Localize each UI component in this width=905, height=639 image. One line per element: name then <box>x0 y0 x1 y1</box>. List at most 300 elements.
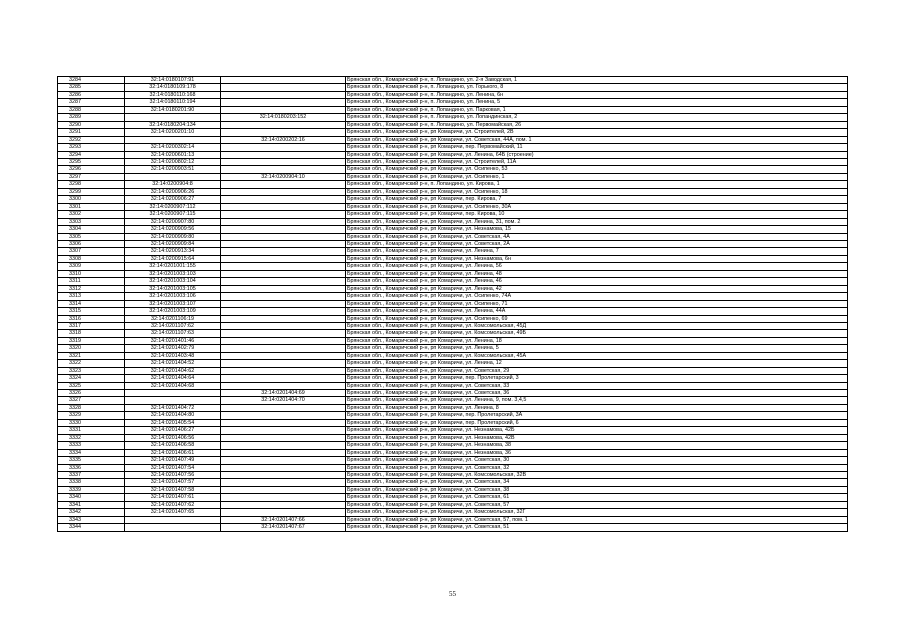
row-number-cell: 3330 <box>58 419 125 426</box>
cadastral-number-alt-cell <box>221 263 346 270</box>
row-number-cell: 3332 <box>58 434 125 441</box>
table-row <box>58 226 848 233</box>
address-cell: Брянская обл., Комаричский р-н, рп Комаричи, ул. Советская, 36 <box>346 390 848 397</box>
table-row <box>58 121 848 128</box>
cadastral-number-alt-cell <box>221 419 346 426</box>
cadastral-number-cell: 32:14:0200915:64 <box>125 255 221 262</box>
cadastral-number-alt-cell <box>221 248 346 255</box>
cadastral-number-cell: 32:14:0200802:12 <box>125 158 221 165</box>
row-number-cell: 3295 <box>58 158 125 165</box>
row-number-cell: 3323 <box>58 367 125 374</box>
address-cell: Брянская обл., Комаричский р-н, п. Лопандино, ул. Первомайская, 26 <box>346 121 848 128</box>
cadastral-number-cell: 32:14:0200907:80 <box>125 218 221 225</box>
address-cell: Брянская обл., Комаричский р-н, рп Комаричи, ул. Комсомольская, 45А <box>346 352 848 359</box>
cadastral-number-alt-cell <box>221 434 346 441</box>
table-row <box>58 136 848 143</box>
table-row <box>58 248 848 255</box>
cadastral-number-alt-cell: 32:14:0180203:152 <box>221 114 346 121</box>
row-number-cell: 3326 <box>58 390 125 397</box>
cadastral-number-alt-cell <box>221 479 346 486</box>
table-row <box>58 308 848 315</box>
cadastral-number-alt-cell <box>221 255 346 262</box>
address-cell: Брянская обл., Комаричский р-н, рп Комаричи, ул. Строителей, 11А <box>346 158 848 165</box>
cadastral-number-alt-cell <box>221 472 346 479</box>
cadastral-number-alt-cell <box>221 300 346 307</box>
cadastral-number-cell: 32:14:0201401:46 <box>125 337 221 344</box>
cadastral-number-alt-cell <box>221 449 346 456</box>
table-row <box>58 129 848 136</box>
row-number-cell: 3298 <box>58 181 125 188</box>
address-cell: Брянская обл., Комаричский р-н, рп Комаричи, ул. Комсомольская, 49Б <box>346 330 848 337</box>
row-number-cell: 3314 <box>58 300 125 307</box>
cadastral-number-cell: 32:14:0180109:178 <box>125 84 221 91</box>
cadastral-number-cell: 32:14:0200909:80 <box>125 233 221 240</box>
cadastral-number-cell: 32:14:0200201:10 <box>125 129 221 136</box>
cadastral-number-alt-cell: 32:14:0201404:69 <box>221 390 346 397</box>
table-row <box>58 293 848 300</box>
address-cell: Брянская обл., Комаричский р-н, рп Комаричи, ул. Ленина, 48 <box>346 270 848 277</box>
row-number-cell: 3328 <box>58 404 125 411</box>
address-cell: Брянская обл., Комаричский р-н, рп Комаричи, ул. Советская, 4А <box>346 233 848 240</box>
cadastral-number-cell <box>125 524 221 531</box>
address-cell: Брянская обл., Комаричский р-н, рп Комаричи, пер. Кирова, 10 <box>346 211 848 218</box>
row-number-cell: 3306 <box>58 240 125 247</box>
address-cell: Брянская обл., Комаричский р-н, рп Комаричи, ул. Ленина, 56 <box>346 263 848 270</box>
row-number-cell: 3315 <box>58 308 125 315</box>
table-row <box>58 337 848 344</box>
address-cell: Брянская обл., Комаричский р-н, рп Комаричи, ул. Осипенко, 74А <box>346 293 848 300</box>
cadastral-number-alt-cell <box>221 322 346 329</box>
address-cell: Брянская обл., Комаричский р-н, рп Комаричи, ул. Советская, 29 <box>346 367 848 374</box>
address-cell: Брянская обл., Комаричский р-н, рп Комаричи, ул. Ленина, 8 <box>346 404 848 411</box>
address-cell: Брянская обл., Комаричский р-н, рп Комаричи, ул. Незнамова, 42Б <box>346 427 848 434</box>
cadastral-number-cell: 32:14:0201404:64 <box>125 375 221 382</box>
address-cell: Брянская обл., Комаричский р-н, рп Комаричи, ул. Ленина, 12 <box>346 360 848 367</box>
cadastral-number-cell: 32:14:0200601:13 <box>125 151 221 158</box>
cadastral-number-alt-cell <box>221 427 346 434</box>
cadastral-number-alt-cell <box>221 382 346 389</box>
row-number-cell: 3324 <box>58 375 125 382</box>
table-row <box>58 382 848 389</box>
table-row <box>58 434 848 441</box>
cadastral-number-cell: 32:14:0201404:52 <box>125 360 221 367</box>
cadastral-number-cell <box>125 136 221 143</box>
row-number-cell: 3307 <box>58 248 125 255</box>
row-number-cell: 3325 <box>58 382 125 389</box>
cadastral-number-cell: 32:14:0201407:65 <box>125 509 221 516</box>
address-cell: Брянская обл., Комаричский р-н, рп Комаричи, ул. Ленина, 64Б (строение) <box>346 151 848 158</box>
address-cell: Брянская обл., Комаричский р-н, рп Комаричи, ул. Комсомольская, 32Г <box>346 509 848 516</box>
table-row <box>58 427 848 434</box>
address-cell: Брянская обл., Комаричский р-н, рп Комаричи, ул. Советская, 2А <box>346 240 848 247</box>
cadastral-number-alt-cell <box>221 442 346 449</box>
table-row <box>58 330 848 337</box>
address-cell: Брянская обл., Комаричский р-н, рп Комаричи, ул. Осипенко, 30А <box>346 203 848 210</box>
cadastral-number-cell: 32:14:0201407:57 <box>125 479 221 486</box>
table-row <box>58 501 848 508</box>
address-cell: Брянская обл., Комаричский р-н, рп Комаричи, ул. Ленина, 42 <box>346 285 848 292</box>
address-cell: Брянская обл., Комаричский р-н, рп Комаричи, ул. Советская, 38 <box>346 486 848 493</box>
cadastral-number-alt-cell <box>221 151 346 158</box>
table-row <box>58 218 848 225</box>
table-row <box>58 375 848 382</box>
address-cell: Брянская обл., Комаричский р-н, рп Комаричи, ул. Осипенко, 18 <box>346 188 848 195</box>
address-cell: Брянская обл., Комаричский р-н, рп Комаричи, ул. Незнамова, 15 <box>346 226 848 233</box>
address-cell: Брянская обл., Комаричский р-н, рп Комаричи, ул. Незнамова, 36 <box>346 449 848 456</box>
cadastral-number-alt-cell: 32:14:0200904:10 <box>221 173 346 180</box>
table-row <box>58 412 848 419</box>
address-cell: Брянская обл., Комаричский р-н, рп Комаричи, пер. Пролетарский, 3А <box>346 412 848 419</box>
row-number-cell: 3284 <box>58 77 125 84</box>
address-cell: Брянская обл., Комаричский р-н, рп Комаричи, ул. Советская, 33 <box>346 382 848 389</box>
cadastral-number-alt-cell: 32:14:0200202:16 <box>221 136 346 143</box>
cadastral-number-cell: 32:14:0200302:14 <box>125 144 221 151</box>
cadastral-number-alt-cell <box>221 218 346 225</box>
cadastral-number-alt-cell: 32:14:0201404:70 <box>221 397 346 404</box>
cadastral-number-cell: 32:14:0180110:168 <box>125 91 221 98</box>
table-row <box>58 84 848 91</box>
row-number-cell: 3293 <box>58 144 125 151</box>
cadastral-number-alt-cell <box>221 211 346 218</box>
row-number-cell: 3292 <box>58 136 125 143</box>
cadastral-number-cell: 32:14:0180201:90 <box>125 106 221 113</box>
row-number-cell: 3334 <box>58 449 125 456</box>
row-number-cell: 3313 <box>58 293 125 300</box>
cadastral-number-cell: 32:14:0201406:58 <box>125 442 221 449</box>
address-cell: Брянская обл., Комаричский р-н, рп Комаричи, ул. Комсомольская, 45Д <box>346 322 848 329</box>
address-cell: Брянская обл., Комаричский р-н, рп Комаричи, ул. Советская, 34 <box>346 479 848 486</box>
table-row <box>58 345 848 352</box>
row-number-cell: 3286 <box>58 91 125 98</box>
cadastral-number-cell: 32:14:0201405:54 <box>125 419 221 426</box>
address-cell: Брянская обл., Комаричский р-н, рп Комаричи, ул. Советская, 51 <box>346 524 848 531</box>
cadastral-number-alt-cell <box>221 121 346 128</box>
row-number-cell: 3339 <box>58 486 125 493</box>
cadastral-number-cell: 32:14:0200906:26 <box>125 188 221 195</box>
row-number-cell: 3308 <box>58 255 125 262</box>
cadastral-number-alt-cell <box>221 345 346 352</box>
address-cell: Брянская обл., Комаричский р-н, рп Комаричи, пер. Первомайский, 11 <box>346 144 848 151</box>
address-cell: Брянская обл., Комаричский р-н, рп Комаричи, ул. Советская, 30 <box>346 457 848 464</box>
row-number-cell: 3294 <box>58 151 125 158</box>
cadastral-number-alt-cell <box>221 412 346 419</box>
row-number-cell: 3316 <box>58 315 125 322</box>
cadastral-number-cell: 32:14:0201003:105 <box>125 285 221 292</box>
table-row <box>58 285 848 292</box>
property-table <box>57 76 848 532</box>
table-row <box>58 479 848 486</box>
address-cell: Брянская обл., Комаричский р-н, рп Комаричи, ул. Советская, 61 <box>346 494 848 501</box>
address-cell: Брянская обл., Комаричский р-н, рп Комаричи, ул. Осипенко, 69 <box>346 315 848 322</box>
cadastral-number-alt-cell <box>221 404 346 411</box>
cadastral-number-cell: 32:14:0200907:115 <box>125 211 221 218</box>
cadastral-number-alt-cell <box>221 509 346 516</box>
cadastral-number-alt-cell <box>221 99 346 106</box>
cadastral-number-alt-cell <box>221 226 346 233</box>
table-row <box>58 91 848 98</box>
table-row <box>58 524 848 531</box>
row-number-cell: 3300 <box>58 196 125 203</box>
table-row <box>58 263 848 270</box>
row-number-cell: 3321 <box>58 352 125 359</box>
table-row <box>58 472 848 479</box>
cadastral-number-alt-cell <box>221 181 346 188</box>
cadastral-number-cell: 32:14:0201404:72 <box>125 404 221 411</box>
table-row <box>58 367 848 374</box>
table-row <box>58 322 848 329</box>
cadastral-number-alt-cell <box>221 367 346 374</box>
cadastral-number-alt-cell <box>221 188 346 195</box>
row-number-cell: 3311 <box>58 278 125 285</box>
row-number-cell: 3305 <box>58 233 125 240</box>
row-number-cell: 3341 <box>58 501 125 508</box>
table-row <box>58 151 848 158</box>
cadastral-number-cell: 32:14:0201404:80 <box>125 412 221 419</box>
table-row <box>58 352 848 359</box>
cadastral-number-cell: 32:14:0201404:62 <box>125 367 221 374</box>
cadastral-number-cell: 32:14:0201407:58 <box>125 486 221 493</box>
cadastral-number-alt-cell <box>221 77 346 84</box>
table-row <box>58 486 848 493</box>
cadastral-number-cell: 32:14:0201404:68 <box>125 382 221 389</box>
row-number-cell: 3291 <box>58 129 125 136</box>
table-row <box>58 270 848 277</box>
table-row <box>58 390 848 397</box>
row-number-cell: 3290 <box>58 121 125 128</box>
address-cell: Брянская обл., Комаричский р-н, п. Лопандино, ул. Горького, 8 <box>346 84 848 91</box>
address-cell: Брянская обл., Комаричский р-н, рп Комаричи, пер. Пролетарский, 6 <box>346 419 848 426</box>
cadastral-number-alt-cell <box>221 337 346 344</box>
row-number-cell: 3302 <box>58 211 125 218</box>
address-cell: Брянская обл., Комаричский р-н, рп Комаричи, ул. Ленина, 5 <box>346 345 848 352</box>
cadastral-number-cell: 32:14:0201406:56 <box>125 434 221 441</box>
cadastral-number-alt-cell <box>221 129 346 136</box>
address-cell: Брянская обл., Комаричский р-н, рп Комаричи, ул. Советская, 32 <box>346 464 848 471</box>
row-number-cell: 3327 <box>58 397 125 404</box>
page-number: 55 <box>449 590 456 598</box>
row-number-cell: 3285 <box>58 84 125 91</box>
cadastral-number-alt-cell <box>221 293 346 300</box>
table-row <box>58 240 848 247</box>
table-row <box>58 404 848 411</box>
cadastral-number-alt-cell: 32:14:0201407:67 <box>221 524 346 531</box>
table-row <box>58 158 848 165</box>
cadastral-number-cell: 32:14:0201402:79 <box>125 345 221 352</box>
cadastral-number-alt-cell <box>221 464 346 471</box>
address-cell: Брянская обл., Комаричский р-н, п. Лопандино, ул. Лопандинская, 2 <box>346 114 848 121</box>
row-number-cell: 3310 <box>58 270 125 277</box>
cadastral-number-cell <box>125 173 221 180</box>
row-number-cell: 3317 <box>58 322 125 329</box>
row-number-cell: 3319 <box>58 337 125 344</box>
address-cell: Брянская обл., Комаричский р-н, рп Комаричи, ул. Осипенко, 53 <box>346 166 848 173</box>
address-cell: Брянская обл., Комаричский р-н, рп Комаричи, ул. Осипенко, 71 <box>346 300 848 307</box>
table-row <box>58 300 848 307</box>
cadastral-number-alt-cell <box>221 308 346 315</box>
address-cell: Брянская обл., Комаричский р-н, п. Лопандино, ул. Парковая, 1 <box>346 106 848 113</box>
table-row <box>58 144 848 151</box>
cadastral-number-alt-cell <box>221 84 346 91</box>
table-row <box>58 77 848 84</box>
row-number-cell: 3288 <box>58 106 125 113</box>
table-row <box>58 114 848 121</box>
cadastral-number-cell: 32:14:0201003:106 <box>125 293 221 300</box>
cadastral-number-cell: 32:14:0201407:54 <box>125 464 221 471</box>
row-number-cell: 3304 <box>58 226 125 233</box>
cadastral-number-cell: 32:14:0201003:104 <box>125 278 221 285</box>
table-row <box>58 464 848 471</box>
cadastral-number-alt-cell <box>221 352 346 359</box>
cadastral-number-alt-cell <box>221 315 346 322</box>
row-number-cell: 3289 <box>58 114 125 121</box>
row-number-cell: 3336 <box>58 464 125 471</box>
row-number-cell: 3287 <box>58 99 125 106</box>
cadastral-number-cell: 32:14:0200906:27 <box>125 196 221 203</box>
cadastral-number-alt-cell: 32:14:0201407:66 <box>221 516 346 523</box>
table-row <box>58 397 848 404</box>
cadastral-number-cell: 32:14:0201003:109 <box>125 308 221 315</box>
address-cell: Брянская обл., Комаричский р-н, рп Комаричи, ул. Советская, 57 <box>346 501 848 508</box>
address-cell: Брянская обл., Комаричский р-н, рп Комаричи, ул. Незнамова, 38 <box>346 442 848 449</box>
address-cell: Брянская обл., Комаричский р-н, рп Комаричи, ул. Ленина, 18 <box>346 337 848 344</box>
cadastral-number-alt-cell <box>221 106 346 113</box>
cadastral-number-cell: 32:14:0200913:34 <box>125 248 221 255</box>
table-row <box>58 516 848 523</box>
cadastral-number-cell: 32:14:0201406:27 <box>125 427 221 434</box>
row-number-cell: 3340 <box>58 494 125 501</box>
row-number-cell: 3318 <box>58 330 125 337</box>
row-number-cell: 3320 <box>58 345 125 352</box>
cadastral-number-alt-cell <box>221 494 346 501</box>
table-row <box>58 442 848 449</box>
cadastral-number-alt-cell <box>221 144 346 151</box>
table-row <box>58 203 848 210</box>
row-number-cell: 3343 <box>58 516 125 523</box>
address-cell: Брянская обл., Комаричский р-н, рп Комаричи, ул. Незнамова, 6н <box>346 255 848 262</box>
cadastral-number-alt-cell <box>221 270 346 277</box>
table-row <box>58 106 848 113</box>
table-row <box>58 233 848 240</box>
row-number-cell: 3342 <box>58 509 125 516</box>
table-row <box>58 360 848 367</box>
cadastral-number-cell: 32:14:0201003:103 <box>125 270 221 277</box>
address-cell: Брянская обл., Комаричский р-н, рп Комаричи, ул. Советская, 44А, пом. 1 <box>346 136 848 143</box>
cadastral-number-cell: 32:14:0200904:8 <box>125 181 221 188</box>
cadastral-number-cell: 32:14:0201407:56 <box>125 472 221 479</box>
table-row <box>58 211 848 218</box>
cadastral-number-cell: 32:14:0201403:48 <box>125 352 221 359</box>
row-number-cell: 3301 <box>58 203 125 210</box>
cadastral-number-cell <box>125 516 221 523</box>
cadastral-number-alt-cell <box>221 360 346 367</box>
row-number-cell: 3333 <box>58 442 125 449</box>
row-number-cell: 3329 <box>58 412 125 419</box>
row-number-cell: 3344 <box>58 524 125 531</box>
cadastral-number-alt-cell <box>221 330 346 337</box>
cadastral-number-cell <box>125 397 221 404</box>
address-cell: Брянская обл., Комаричский р-н, п. Лопандино, ул. 2-я Заводская, 1 <box>346 77 848 84</box>
cadastral-number-cell: 32:14:0201001:155 <box>125 263 221 270</box>
row-number-cell: 3296 <box>58 166 125 173</box>
row-number-cell: 3322 <box>58 360 125 367</box>
cadastral-number-alt-cell <box>221 501 346 508</box>
address-cell: Брянская обл., Комаричский р-н, рп Комаричи, ул. Ленина, 44А <box>346 308 848 315</box>
table-row <box>58 181 848 188</box>
table-row <box>58 419 848 426</box>
address-cell: Брянская обл., Комаричский р-н, рп Комаричи, ул. Строителей, 2В <box>346 129 848 136</box>
cadastral-number-cell: 32:14:0180107:91 <box>125 77 221 84</box>
cadastral-number-alt-cell <box>221 486 346 493</box>
address-cell: Брянская обл., Комаричский р-н, рп Комаричи, ул. Ленина, 31, пом. 2 <box>346 218 848 225</box>
cadastral-number-cell: 32:14:0200907:112 <box>125 203 221 210</box>
row-number-cell: 3309 <box>58 263 125 270</box>
cadastral-number-cell: 32:14:0201407:62 <box>125 501 221 508</box>
table-row <box>58 166 848 173</box>
row-number-cell: 3297 <box>58 173 125 180</box>
cadastral-number-cell: 32:14:0201003:107 <box>125 300 221 307</box>
cadastral-number-alt-cell <box>221 158 346 165</box>
cadastral-number-alt-cell <box>221 278 346 285</box>
cadastral-number-cell <box>125 114 221 121</box>
table-row <box>58 457 848 464</box>
address-cell: Брянская обл., Комаричский р-н, рп Комаричи, ул. Советская, 57, пом. 1 <box>346 516 848 523</box>
table-row <box>58 173 848 180</box>
address-cell: Брянская обл., Комаричский р-н, п. Лопандино, ул. Ленина, 5 <box>346 99 848 106</box>
cadastral-number-alt-cell <box>221 457 346 464</box>
cadastral-number-alt-cell <box>221 233 346 240</box>
cadastral-number-cell: 32:14:0201107:63 <box>125 330 221 337</box>
table-row <box>58 509 848 516</box>
row-number-cell: 3338 <box>58 479 125 486</box>
address-cell: Брянская обл., Комаричский р-н, рп Комаричи, ул. Ленина, 7 <box>346 248 848 255</box>
table-row <box>58 196 848 203</box>
property-table-body <box>58 77 848 532</box>
row-number-cell: 3303 <box>58 218 125 225</box>
cadastral-number-alt-cell <box>221 203 346 210</box>
address-cell: Брянская обл., Комаричский р-н, рп Комаричи, ул. Комсомольская, 32В <box>346 472 848 479</box>
address-cell: Брянская обл., Комаричский р-н, рп Комаричи, ул. Ленина, 46 <box>346 278 848 285</box>
cadastral-number-cell: 32:14:0200909:56 <box>125 226 221 233</box>
address-cell: Брянская обл., Комаричский р-н, рп Комаричи, ул. Осипенко, 1 <box>346 173 848 180</box>
row-number-cell: 3337 <box>58 472 125 479</box>
cadastral-number-alt-cell <box>221 240 346 247</box>
cadastral-number-cell: 32:14:0201406:61 <box>125 449 221 456</box>
cadastral-number-alt-cell <box>221 166 346 173</box>
table-row <box>58 449 848 456</box>
address-cell: Брянская обл., Комаричский р-н, рп Комаричи, ул. Ленина, 9, пом. 3,4,5 <box>346 397 848 404</box>
table-row <box>58 188 848 195</box>
table-row <box>58 99 848 106</box>
address-cell: Брянская обл., Комаричский р-н, п. Лопандино, ул. Ленина, 6н <box>346 91 848 98</box>
cadastral-number-alt-cell <box>221 196 346 203</box>
cadastral-number-cell: 32:14:0201407:49 <box>125 457 221 464</box>
address-cell: Брянская обл., Комаричский р-н, рп Комаричи, ул. Незнамова, 42В <box>346 434 848 441</box>
address-cell: Брянская обл., Комаричский р-н, рп Комаричи, пер. Кирова, 7 <box>346 196 848 203</box>
table-row <box>58 278 848 285</box>
cadastral-number-cell: 32:14:0200909:84 <box>125 240 221 247</box>
table-row <box>58 494 848 501</box>
address-cell: Брянская обл., Комаричский р-н, п. Лопандино, ул. Кирова, 1 <box>346 181 848 188</box>
cadastral-number-cell: 32:14:0201106:19 <box>125 315 221 322</box>
row-number-cell: 3335 <box>58 457 125 464</box>
cadastral-number-alt-cell <box>221 91 346 98</box>
cadastral-number-cell: 32:14:0201407:61 <box>125 494 221 501</box>
cadastral-number-cell: 32:14:0180204:134 <box>125 121 221 128</box>
cadastral-number-alt-cell <box>221 285 346 292</box>
row-number-cell: 3331 <box>58 427 125 434</box>
table-row <box>58 315 848 322</box>
cadastral-number-cell: 32:14:0180110:194 <box>125 99 221 106</box>
